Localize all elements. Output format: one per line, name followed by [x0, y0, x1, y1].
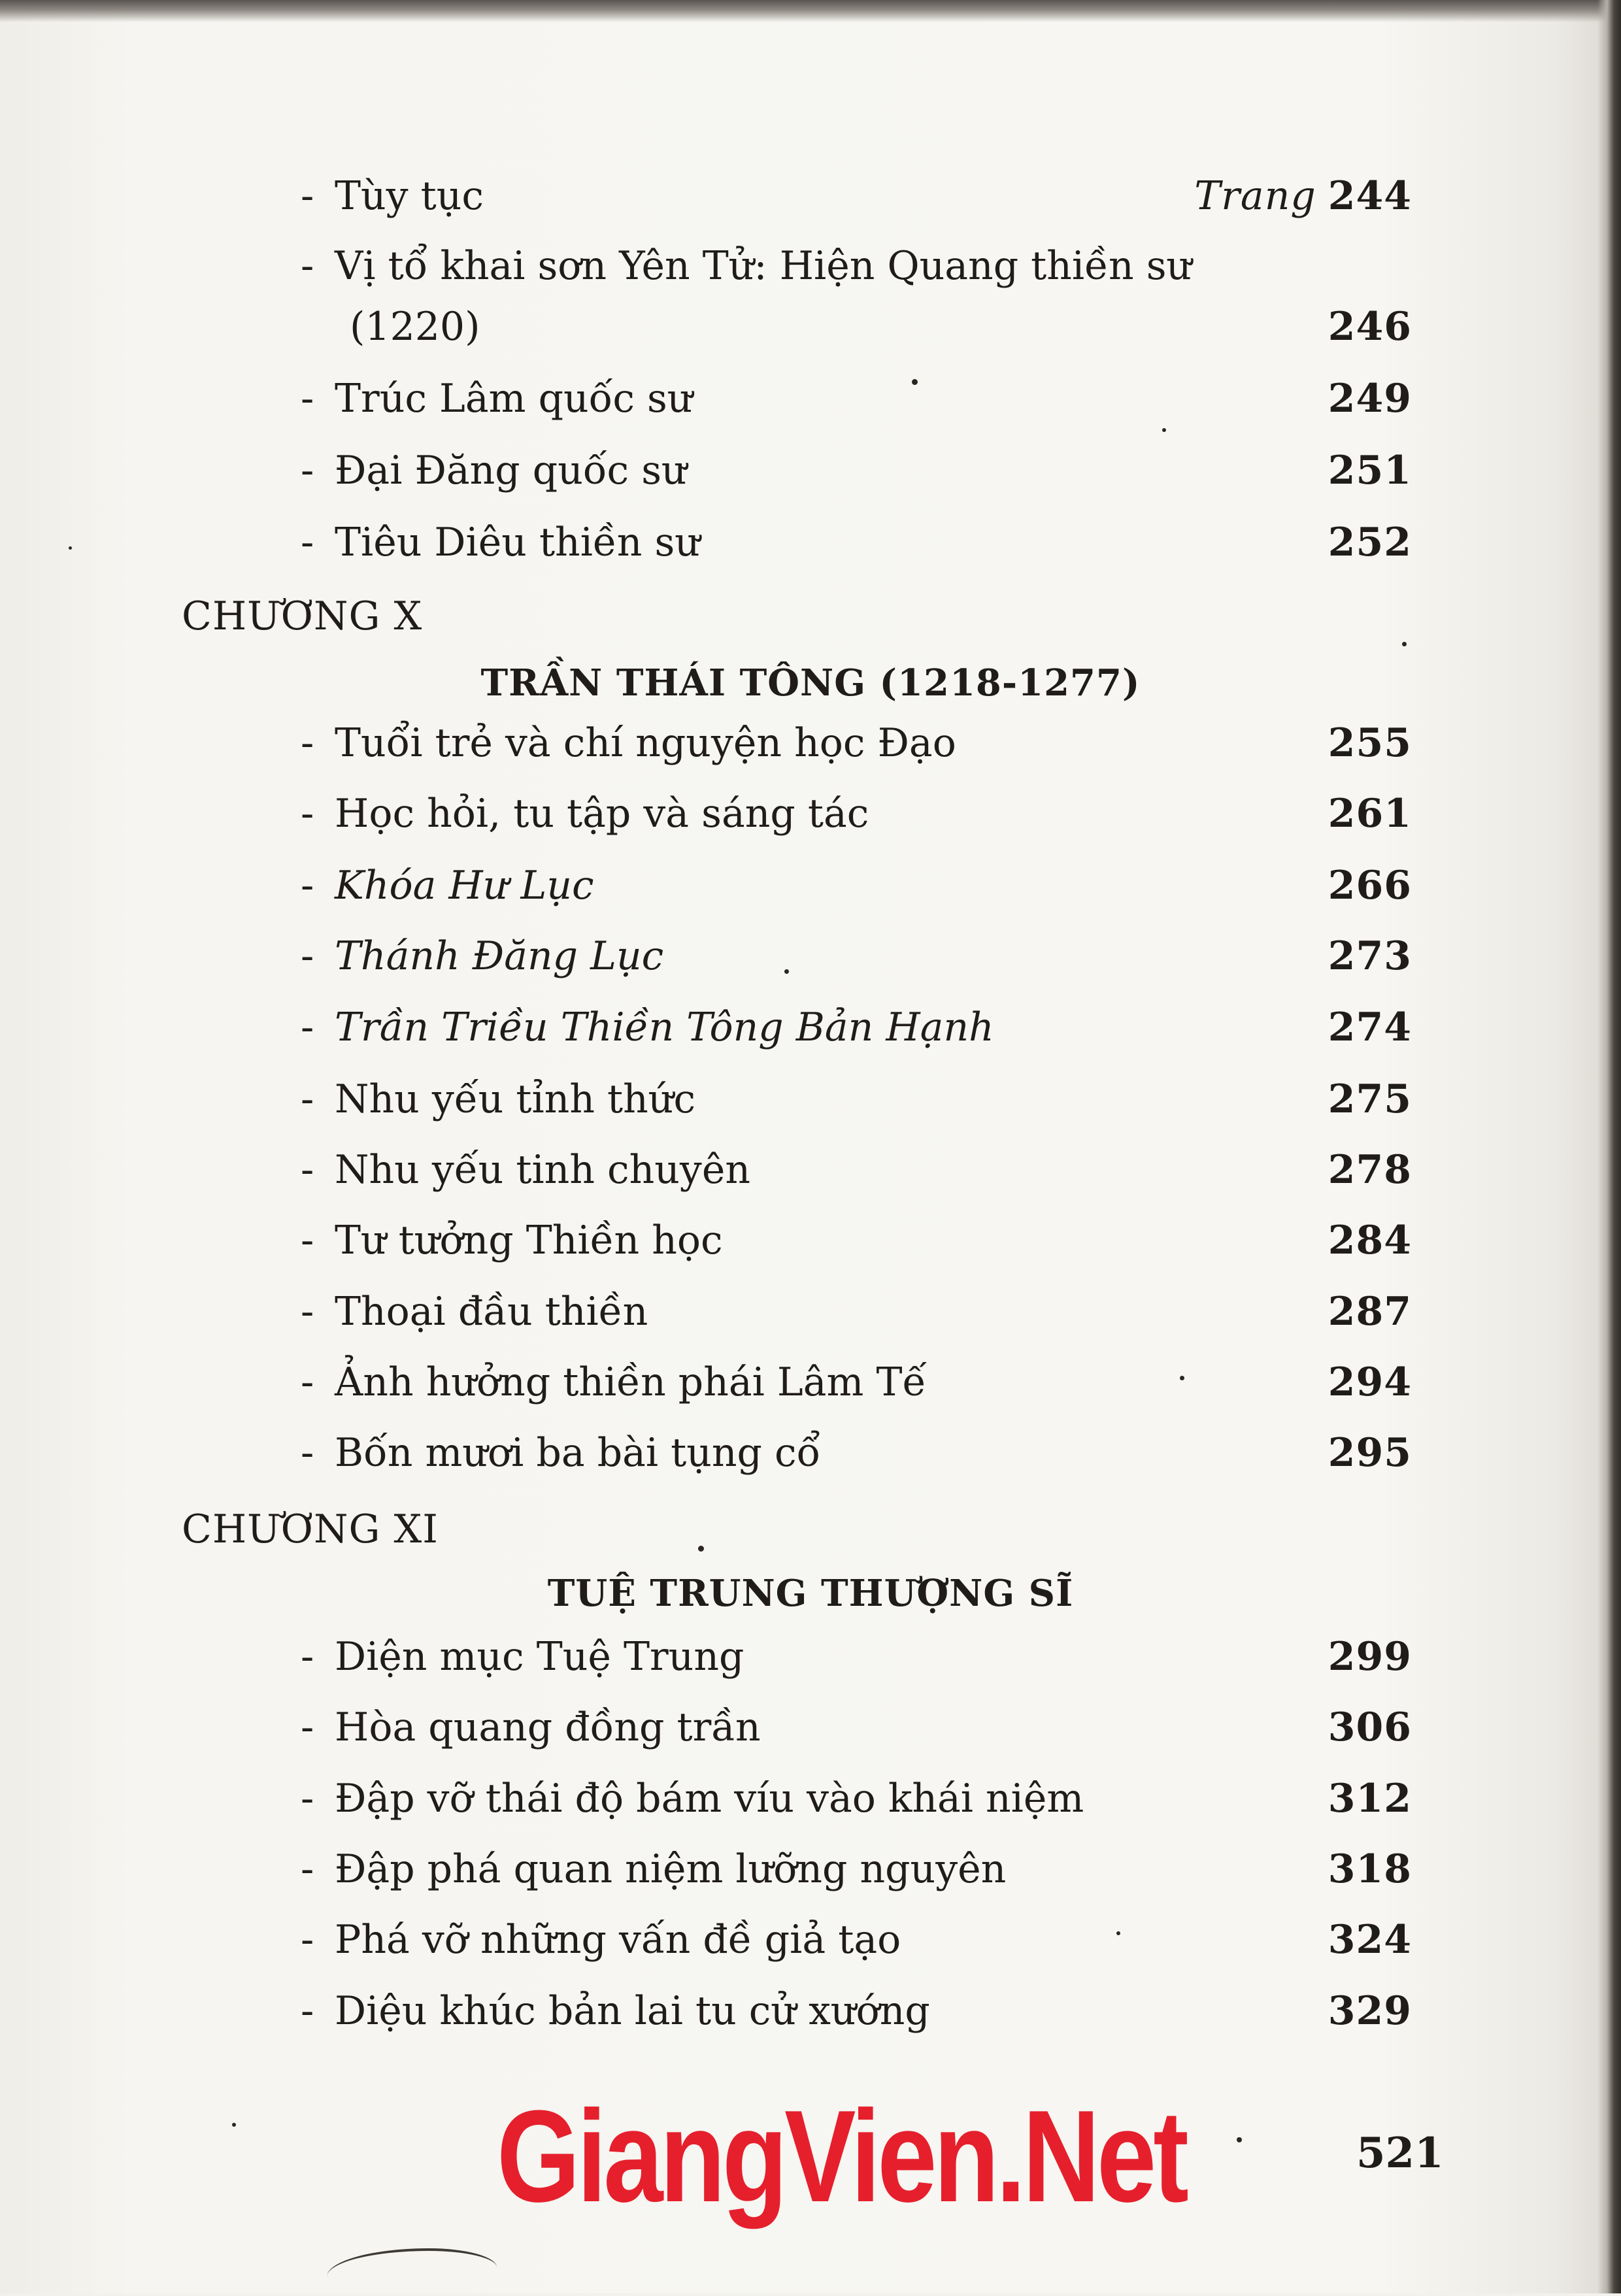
toc-entry[interactable]: [301, 1211, 1412, 1270]
entry-dash: -: [301, 1634, 314, 1680]
entry-title: Tư tưởng Thiền học: [335, 1218, 723, 1263]
entry-title: Nhu yếu tỉnh thức: [335, 1076, 696, 1122]
entry-page: 278: [1328, 1147, 1412, 1193]
toc-entry[interactable]: [301, 784, 1412, 843]
toc-entry[interactable]: [301, 237, 1412, 295]
page-binding-edge: [1597, 0, 1621, 2293]
toc-entry[interactable]: [301, 998, 1412, 1057]
chapter-title: TUỆ TRUNG THƯỢNG SĨ: [547, 1572, 1074, 1615]
entry-page: 284: [1328, 1218, 1412, 1263]
entry-title: Phá vỡ những vấn đề giả tạo: [335, 1917, 901, 1963]
entry-dash: -: [301, 173, 314, 219]
entry-title: Diệu khúc bản lai tu cử xướng: [335, 1988, 930, 2034]
toc-entry[interactable]: [301, 369, 1412, 428]
ink-speck: [698, 1546, 704, 1552]
entry-dash: -: [301, 1988, 314, 2034]
entry-title: Tuổi trẻ và chí nguyện học Đạo: [335, 720, 956, 766]
chapter-label: CHƯƠNG X: [182, 593, 423, 639]
entry-dash: -: [301, 1005, 314, 1050]
entry-dash: -: [301, 863, 314, 908]
entry-title: Đập vỡ thái độ bám víu vào khái niệm: [335, 1776, 1084, 1822]
toc-entry[interactable]: [301, 441, 1412, 500]
ink-speck: [784, 969, 789, 974]
entry-page: 251: [1328, 448, 1412, 493]
entry-title: Tùy tục: [335, 173, 484, 219]
entry-dash: -: [301, 1705, 314, 1750]
entry-title-continuation: (1220): [350, 304, 480, 350]
entry-page: 312: [1328, 1776, 1412, 1822]
entry-page: 299: [1328, 1634, 1412, 1680]
entry-page: 273: [1328, 933, 1412, 979]
toc-entry-continuation[interactable]: [350, 297, 1412, 356]
ink-speck: [69, 546, 72, 550]
entry-dash: -: [301, 791, 314, 837]
chapter-title: TRẦN THÁI TÔNG (1218-1277): [480, 661, 1141, 705]
toc-entry[interactable]: [301, 1982, 1412, 2040]
entry-page: 294: [1328, 1359, 1412, 1405]
entry-dash: -: [301, 448, 314, 493]
entry-dash: -: [301, 1359, 314, 1405]
toc-entry[interactable]: [301, 1423, 1412, 1482]
entry-title: Khóa Hư Lục: [335, 863, 594, 908]
entry-dash: -: [301, 1917, 314, 1963]
toc-entry[interactable]: [301, 167, 1412, 225]
entry-page: 249: [1328, 376, 1412, 422]
entry-title: Hòa quang đồng trần: [335, 1705, 761, 1750]
chapter-label: CHƯƠNG XI: [182, 1506, 439, 1552]
toc-entry[interactable]: [301, 1070, 1412, 1129]
entry-dash: -: [301, 1218, 314, 1263]
entry-page: 318: [1328, 1846, 1412, 1892]
entry-page: 261: [1328, 791, 1412, 837]
toc-entry[interactable]: [301, 1140, 1412, 1199]
ink-speck: [1162, 428, 1166, 432]
entry-title: Vị tổ khai sơn Yên Tử: Hiện Quang thiền sư: [335, 243, 1192, 289]
entry-dash: -: [301, 933, 314, 979]
entry-title: Diện mục Tuệ Trung: [335, 1634, 744, 1680]
entry-page: 329: [1328, 1988, 1412, 2034]
toc-entry[interactable]: [301, 1910, 1412, 1969]
entry-title: Bốn mươi ba bài tụng cổ: [335, 1430, 821, 1476]
entry-page: 266: [1328, 863, 1412, 908]
entry-page: 287: [1328, 1289, 1412, 1335]
page-top-edge: [0, 0, 1621, 22]
toc-entry[interactable]: [301, 1840, 1412, 1899]
entry-dash: -: [301, 1430, 314, 1476]
page-curl: [327, 2248, 497, 2296]
toc-entry[interactable]: [301, 1769, 1412, 1828]
ink-speck: [1116, 1931, 1120, 1935]
entry-dash: -: [301, 1776, 314, 1822]
ink-speck: [1402, 642, 1407, 646]
entry-page: 274: [1328, 1005, 1412, 1050]
entry-dash: -: [301, 1076, 314, 1122]
toc-entry[interactable]: [301, 714, 1412, 773]
entry-title: Ảnh hưởng thiền phái Lâm Tế: [335, 1359, 927, 1405]
toc-entry[interactable]: [301, 1282, 1412, 1341]
entry-dash: -: [301, 1846, 314, 1892]
entry-title: Học hỏi, tu tập và sáng tác: [335, 791, 869, 837]
ink-speck: [1237, 2137, 1242, 2142]
watermark: GiangVien.Net: [497, 2084, 1186, 2229]
entry-title: Thánh Đăng Lục: [335, 933, 664, 979]
toc-entry[interactable]: [301, 1627, 1412, 1686]
toc-entry[interactable]: [301, 1698, 1412, 1757]
toc-entry[interactable]: [301, 1353, 1412, 1412]
toc-entry[interactable]: [301, 513, 1412, 572]
entry-page: 306: [1328, 1705, 1412, 1750]
toc-entry[interactable]: [301, 856, 1412, 915]
entry-title: Trần Triều Thiền Tông Bản Hạnh: [335, 1005, 994, 1050]
entry-dash: -: [301, 720, 314, 766]
entry-page: 275: [1328, 1076, 1412, 1122]
entry-title: Đập phá quan niệm lưỡng nguyên: [335, 1846, 1007, 1892]
entry-dash: -: [301, 243, 314, 289]
entry-dash: -: [301, 376, 314, 422]
ink-speck: [912, 379, 918, 385]
entry-title: Đại Đăng quốc sư: [335, 448, 687, 493]
entry-page: 295: [1328, 1430, 1412, 1476]
entry-title: Trúc Lâm quốc sư: [335, 376, 693, 422]
entry-page: Trang 244: [1194, 173, 1412, 219]
page-number: 521: [1356, 2129, 1444, 2178]
entry-title: Nhu yếu tinh chuyên: [335, 1147, 750, 1193]
entry-page: 324: [1328, 1917, 1412, 1963]
entry-title: Tiêu Diêu thiền sư: [335, 520, 700, 565]
entry-dash: -: [301, 520, 314, 565]
entry-title: Thoại đầu thiền: [335, 1289, 648, 1335]
page-label: Trang: [1194, 173, 1316, 219]
entry-page: 252: [1328, 520, 1412, 565]
entry-dash: -: [301, 1147, 314, 1193]
ink-speck: [1180, 1376, 1184, 1380]
entry-page: 246: [1328, 304, 1412, 350]
entry-page: 255: [1328, 720, 1412, 766]
entry-dash: -: [301, 1289, 314, 1335]
ink-speck: [232, 2123, 236, 2127]
toc-entry[interactable]: [301, 927, 1412, 986]
